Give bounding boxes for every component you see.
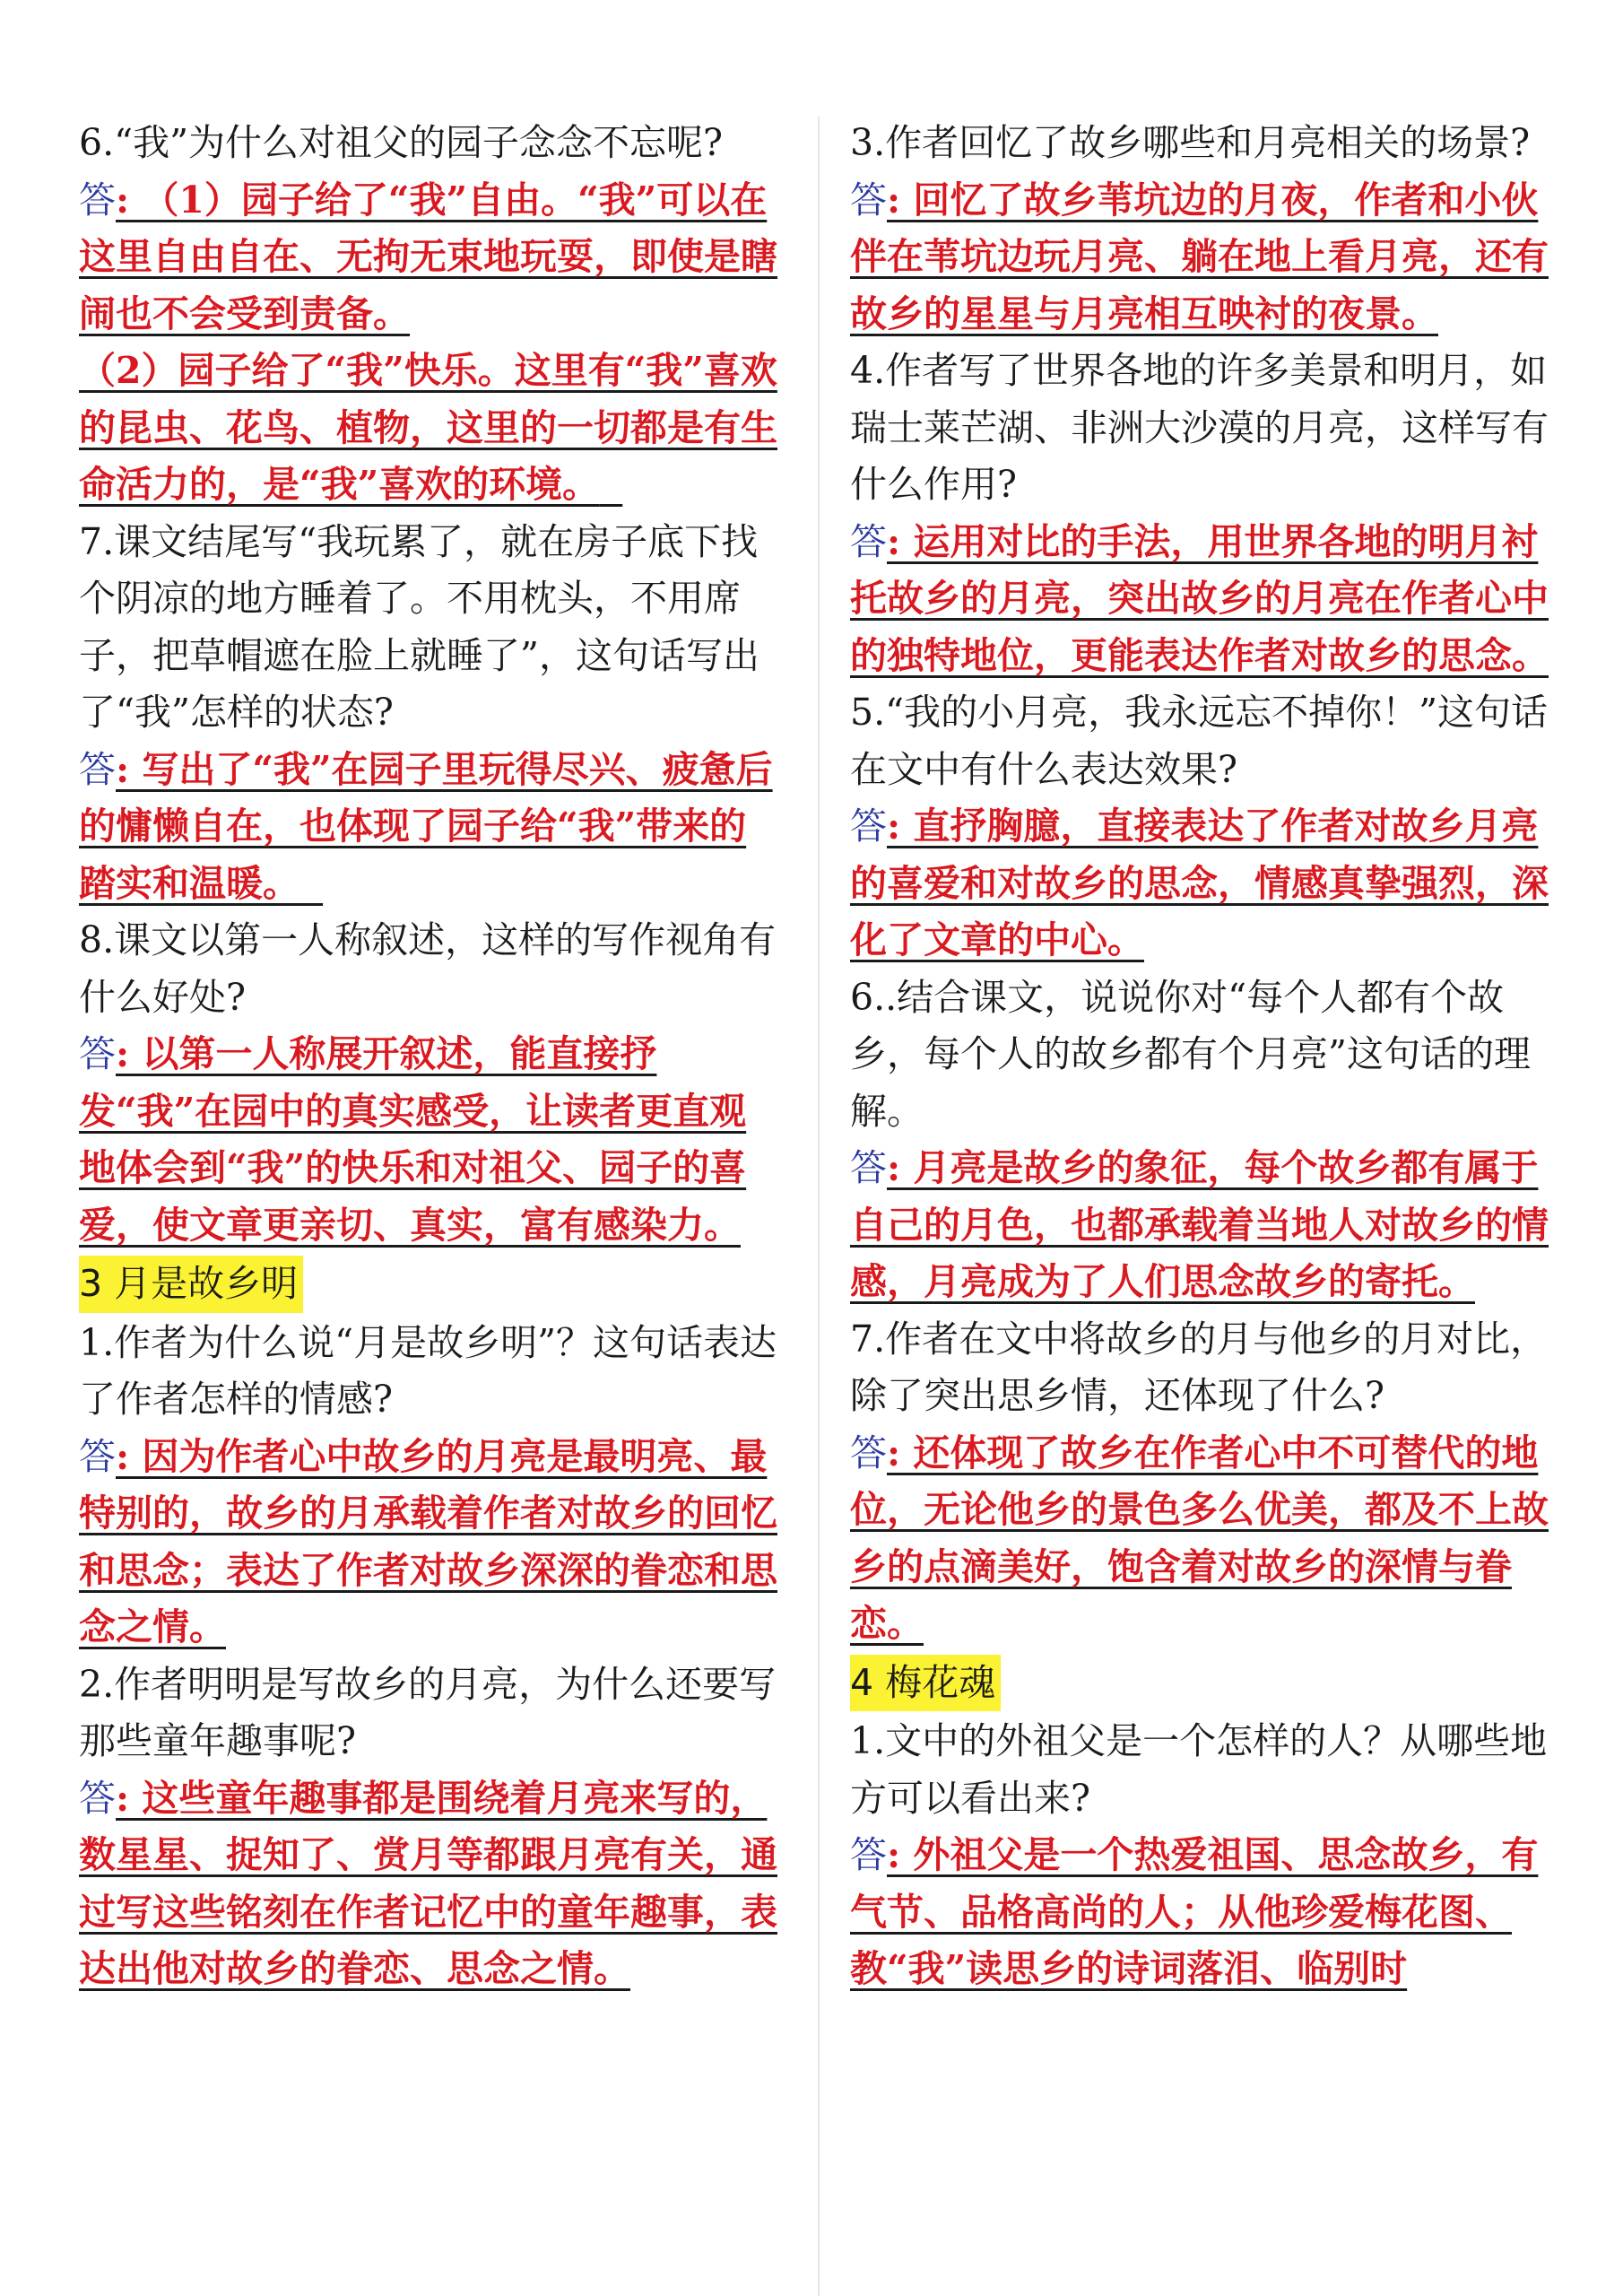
answer-label: 答 [850,178,887,222]
section-number: 3 [79,1262,103,1305]
s3-question-4: 4.作者写了世界各地的许多美景和明月，如瑞士莱芒湖、非洲大沙漠的月亮，这样写有什么作用? [850,349,1549,506]
s3-question-2: 2.作者明明是写故乡的月亮，为什么还要写那些童年趣事呢? [79,1662,777,1762]
answer-label: 答 [850,1833,887,1876]
answer-text: : 外祖父是一个热爱祖国、思念故乡，有气节、品格高尚的人；从他珍爱梅花图、教“我”读思乡的诗词落泪、临别时 [850,1833,1539,1990]
answer-label: 答 [79,1776,116,1820]
answer-text: : 直抒胸臆，直接表达了作者对故乡月亮的喜爱和对故乡的思念，情感真挚强烈，深化了文章的中心。 [850,804,1549,961]
answer-8 [79,1026,778,1254]
s3-answer-3 [850,172,1549,344]
s3-question-7: 7.作者在文中将故乡的月与他乡的月对比，除了突出思乡情，还体现了什么? [850,1317,1548,1417]
answer-label: 答 [850,804,887,848]
answer-label: 答 [850,1146,887,1189]
s3-question-1: 1.作者为什么说“月是故乡明”？这句话表达了作者怎样的情感? [79,1320,777,1421]
s3-question-3: 3.作者回忆了故乡哪些和月亮相关的场景? [850,121,1531,164]
section-title: 梅花魂 [885,1660,996,1704]
s4-answer-1 [850,1827,1549,1998]
s3-answer-4 [850,514,1549,685]
answer-label: 答 [79,1032,116,1075]
answer-text: （2）园子给了“我”快乐。这里有“我”喜欢的昆虫、花鸟、植物，这里的一切都是有生命活力的，是“我”喜欢的环境。 [79,349,777,506]
answer-text: : 回忆了故乡苇坑边的月夜，作者和小伙伴在苇坑边玩月亮、躺在地上看月亮，还有故乡的星星与月亮相互映衬的夜景。 [850,178,1549,335]
answer-text: : 以第一人称展开叙述，能直接抒发“我”在园中的真实感受，让读者更直观地体会到“我”的快乐和对祖父、园子的喜爱，使文章更亲切、真实，富有感染力。 [79,1032,747,1247]
answer-label: 答 [850,519,887,563]
answer-label: 答 [79,178,116,222]
answer-text: : 因为作者心中故乡的月亮是最明亮、最特别的，故乡的月承载着作者对故乡的回忆和思念；表达了作者对故乡深深的眷恋和思念之情。 [79,1434,777,1648]
s3-answer-5 [850,798,1549,970]
section-number: 4 [850,1660,874,1704]
answer-text: : （1）园子给了“我”自由。“我”可以在这里自由自在、无拘无束地玩耍，即使是瞎闹也不会受到责备。 [79,178,777,335]
underline-pad [299,862,323,905]
section-4-heading-wrap [850,1653,1549,1714]
section-title: 月是故乡明 [114,1262,299,1305]
underline-pad [599,463,622,506]
section-3-heading-wrap [79,1254,778,1315]
s3-answer-2 [79,1770,778,1998]
answer-text: : 月亮是故乡的象征，每个故乡都有属于自己的月色，也都承载着当地人对故乡的情感，月亮成为了人们思念故乡的寄托。 [850,1146,1549,1303]
answer-6-part-1 [79,172,778,344]
answer-label: 答 [79,747,116,791]
question-6: 6.“我”为什么对祖父的园子念念不忘呢? [79,121,724,164]
left-column [79,115,778,1998]
answer-text: : 运用对比的手法，用世界各地的明月衬托故乡的月亮，突出故乡的月亮在作者心中的独特地位，更能表达作者对故乡的思念。 [850,519,1549,677]
column-divider [818,117,820,2296]
answer-label: 答 [79,1434,116,1478]
answer-text: : 写出了“我”在园子里玩得尽兴、疲惫后的慵懒自在，也体现了园子给“我”带来的踏实和温暖。 [79,747,773,905]
answer-7 [79,742,778,913]
answer-text: : 还体现了故乡在作者心中不可替代的地位，无论他乡的景色多么优美，都及不上故乡的点滴美好，饱含着对故乡的深情与眷恋。 [850,1431,1549,1645]
s4-question-1: 1.文中的外祖父是一个怎样的人？从哪些地方可以看出来? [850,1719,1548,1820]
answer-6-part-2 [79,343,778,514]
s3-question-5: 5.“我的小月亮，我永远忘不掉你！”这句话在文中有什么表达效果? [850,691,1549,791]
s3-answer-1 [79,1429,778,1657]
right-column [850,115,1549,1998]
answer-text: : 这些童年趣事都是围绕着月亮来写的，数星星、捉知了、赏月等都跟月亮有关，通过写这些铭刻在作者记忆中的童年趣事，表达出他对故乡的眷恋、思念之情。 [79,1776,777,1990]
question-8: 8.课文以第一人称叙述，这样的写作视角有什么好处? [79,918,777,1019]
section-3-heading [79,1256,303,1313]
question-7: 7.课文结尾写“我玩累了，就在房子底下找个阴凉的地方睡着了。不用枕头，不用席子，把草帽遮在脸上就睡了”，这句话写出了“我”怎样的状态? [79,519,759,734]
section-4-heading [850,1655,1001,1712]
s3-answer-7 [850,1425,1549,1653]
answer-label: 答 [850,1431,887,1474]
s3-answer-6 [850,1140,1549,1311]
s3-question-6: 6..结合课文，说说你对“每个人都有个故乡，每个人的故乡都有个月亮”这句话的理解。 [850,975,1531,1133]
